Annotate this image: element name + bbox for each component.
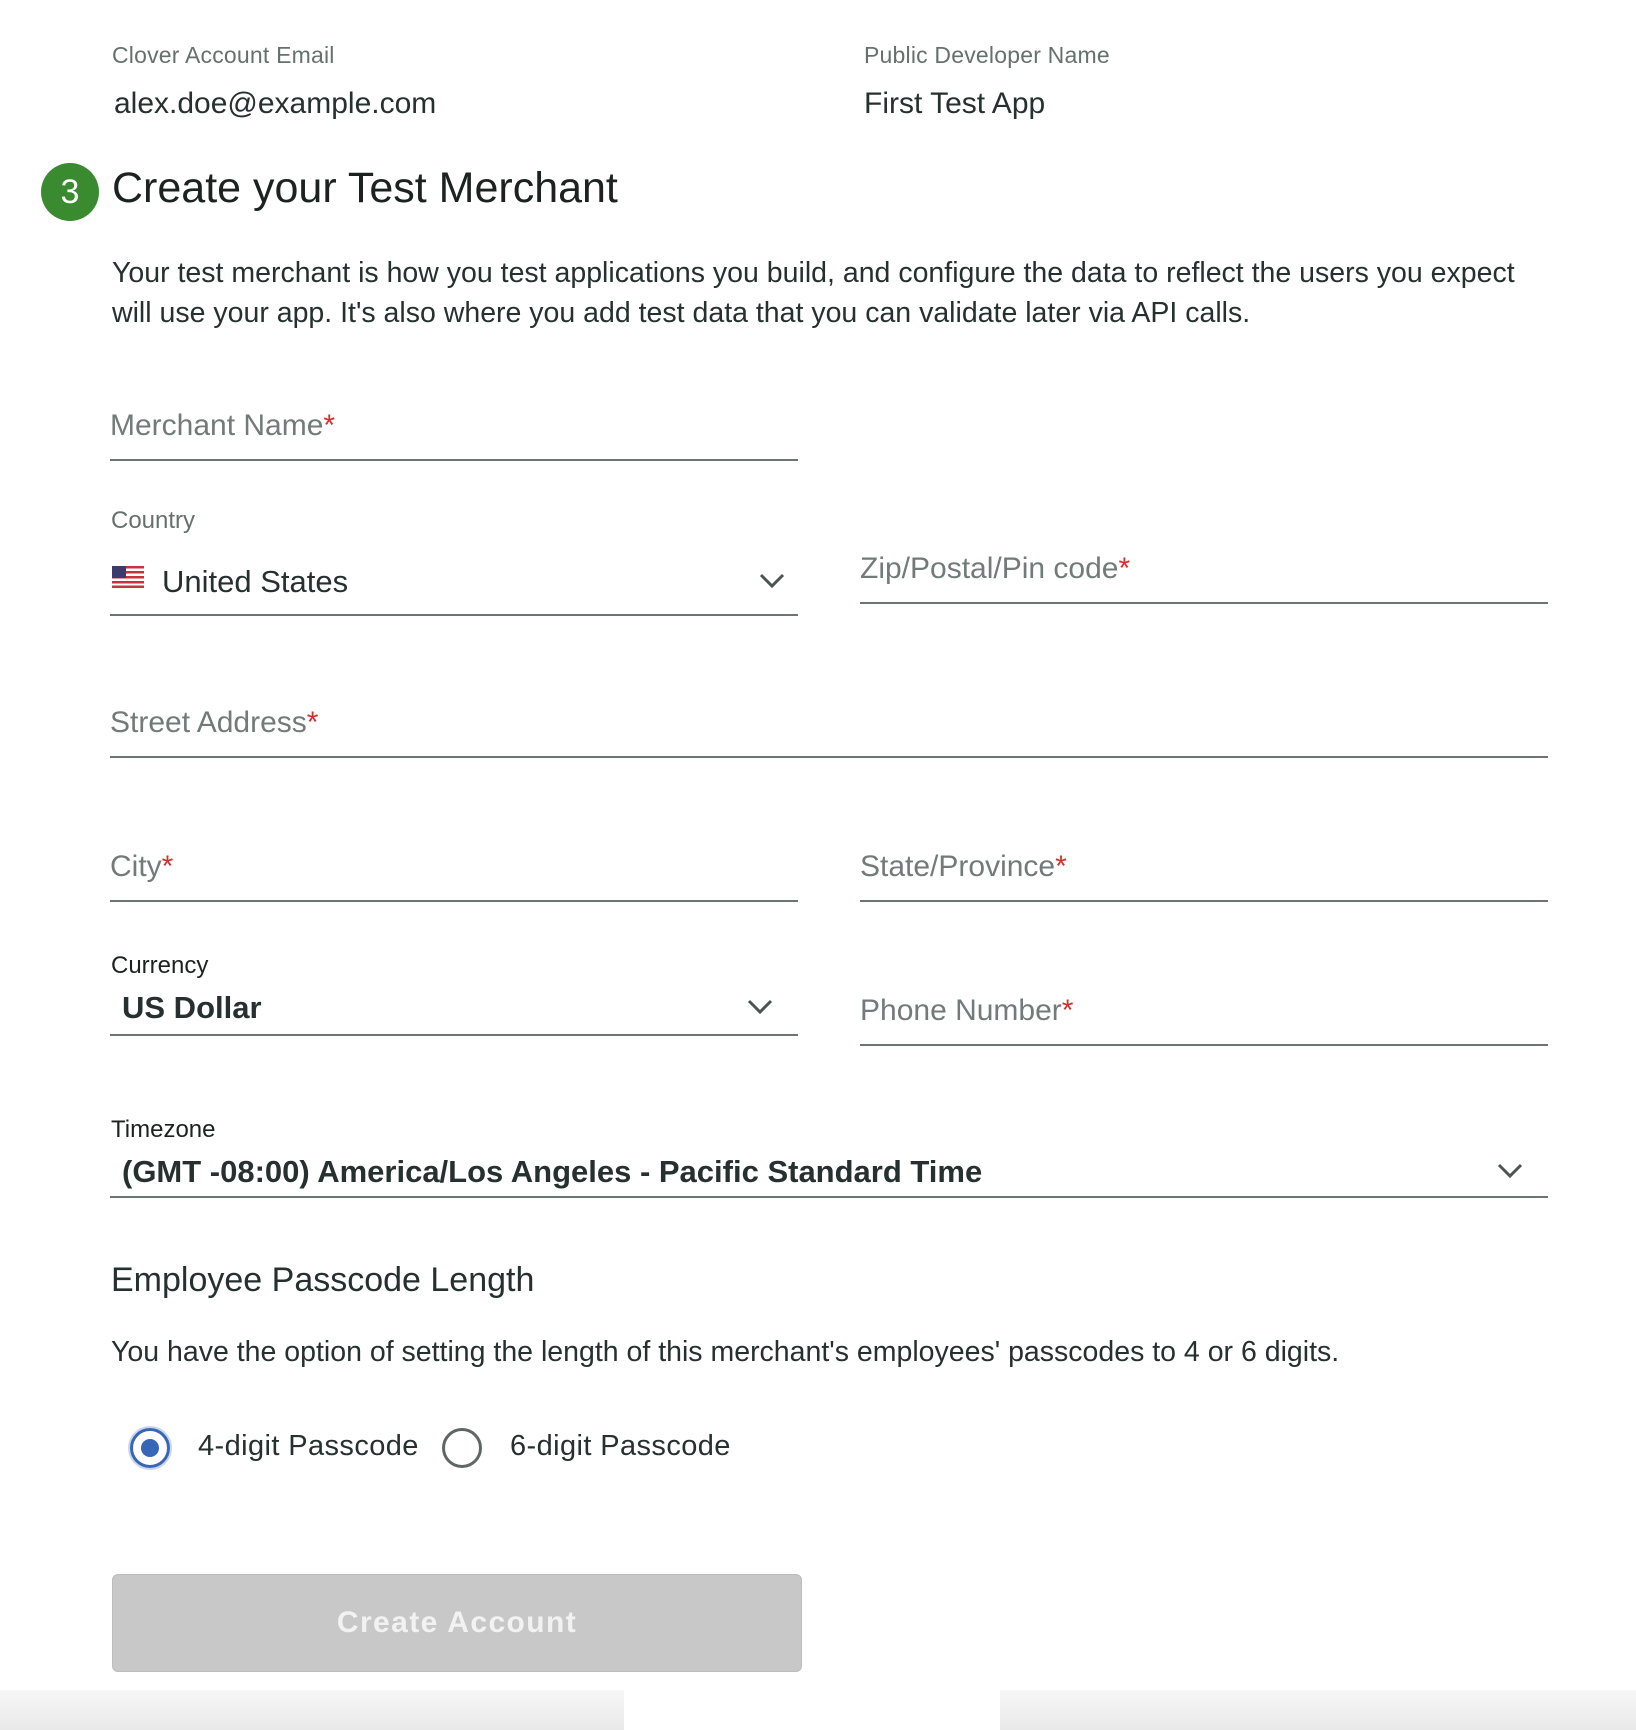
timezone-value: (GMT -08:00) America/Los Angeles - Pacific Standard Time [122, 1154, 983, 1189]
create-account-button[interactable]: Create Account [112, 1574, 802, 1672]
section-description: Your test merchant is how you test applications you build, and configure the data to reflect the users you expect will use your app. It's also where you add test data that you can validate later via API calls. [112, 257, 1515, 329]
radio-4-digit-passcode-label[interactable]: 4-digit Passcode [198, 1430, 419, 1462]
radio-4-digit-passcode[interactable] [130, 1428, 170, 1468]
country-label: Country [111, 507, 196, 534]
radio-6-digit-passcode-label[interactable]: 6-digit Passcode [510, 1430, 731, 1462]
country-value: United States [162, 564, 349, 599]
chevron-down-icon [746, 998, 774, 1016]
city-placeholder: City* [110, 850, 174, 883]
us-flag-icon [112, 566, 144, 588]
zip-code-placeholder: Zip/Postal/Pin code* [860, 552, 1131, 585]
currency-select[interactable] [110, 982, 798, 1036]
chevron-down-icon [758, 572, 786, 590]
chevron-down-icon [1496, 1162, 1524, 1180]
public-developer-name-label: Public Developer Name [864, 42, 1110, 68]
step-number-badge: 3 [41, 163, 99, 221]
bottom-panel [624, 1684, 1000, 1730]
currency-value: US Dollar [122, 990, 262, 1025]
phone-number-placeholder: Phone Number* [860, 994, 1074, 1027]
timezone-label: Timezone [111, 1116, 216, 1143]
passcode-section-description: You have the option of setting the length of this merchant's employees' passcodes to 4 or 6 digits. [111, 1336, 1340, 1368]
clover-account-email-value: alex.doe@example.com [114, 87, 437, 120]
city-field[interactable] [110, 826, 798, 902]
radio-6-digit-passcode[interactable] [442, 1428, 482, 1468]
merchant-name-placeholder: Merchant Name* [110, 409, 336, 442]
street-address-placeholder: Street Address* [110, 706, 319, 739]
section-title: Create your Test Merchant [112, 164, 618, 212]
clover-account-email-label: Clover Account Email [112, 42, 335, 68]
state-province-field[interactable] [860, 826, 1548, 902]
zip-code-field[interactable] [860, 528, 1548, 604]
phone-number-field[interactable] [860, 970, 1548, 1046]
state-province-placeholder: State/Province* [860, 850, 1067, 883]
country-select[interactable] [110, 540, 798, 616]
passcode-section-title: Employee Passcode Length [111, 1261, 535, 1299]
public-developer-name-value: First Test App [864, 87, 1046, 120]
merchant-name-field[interactable] [110, 385, 798, 461]
timezone-select[interactable] [110, 1146, 1548, 1198]
currency-label: Currency [111, 952, 209, 979]
street-address-field[interactable] [110, 682, 1548, 758]
